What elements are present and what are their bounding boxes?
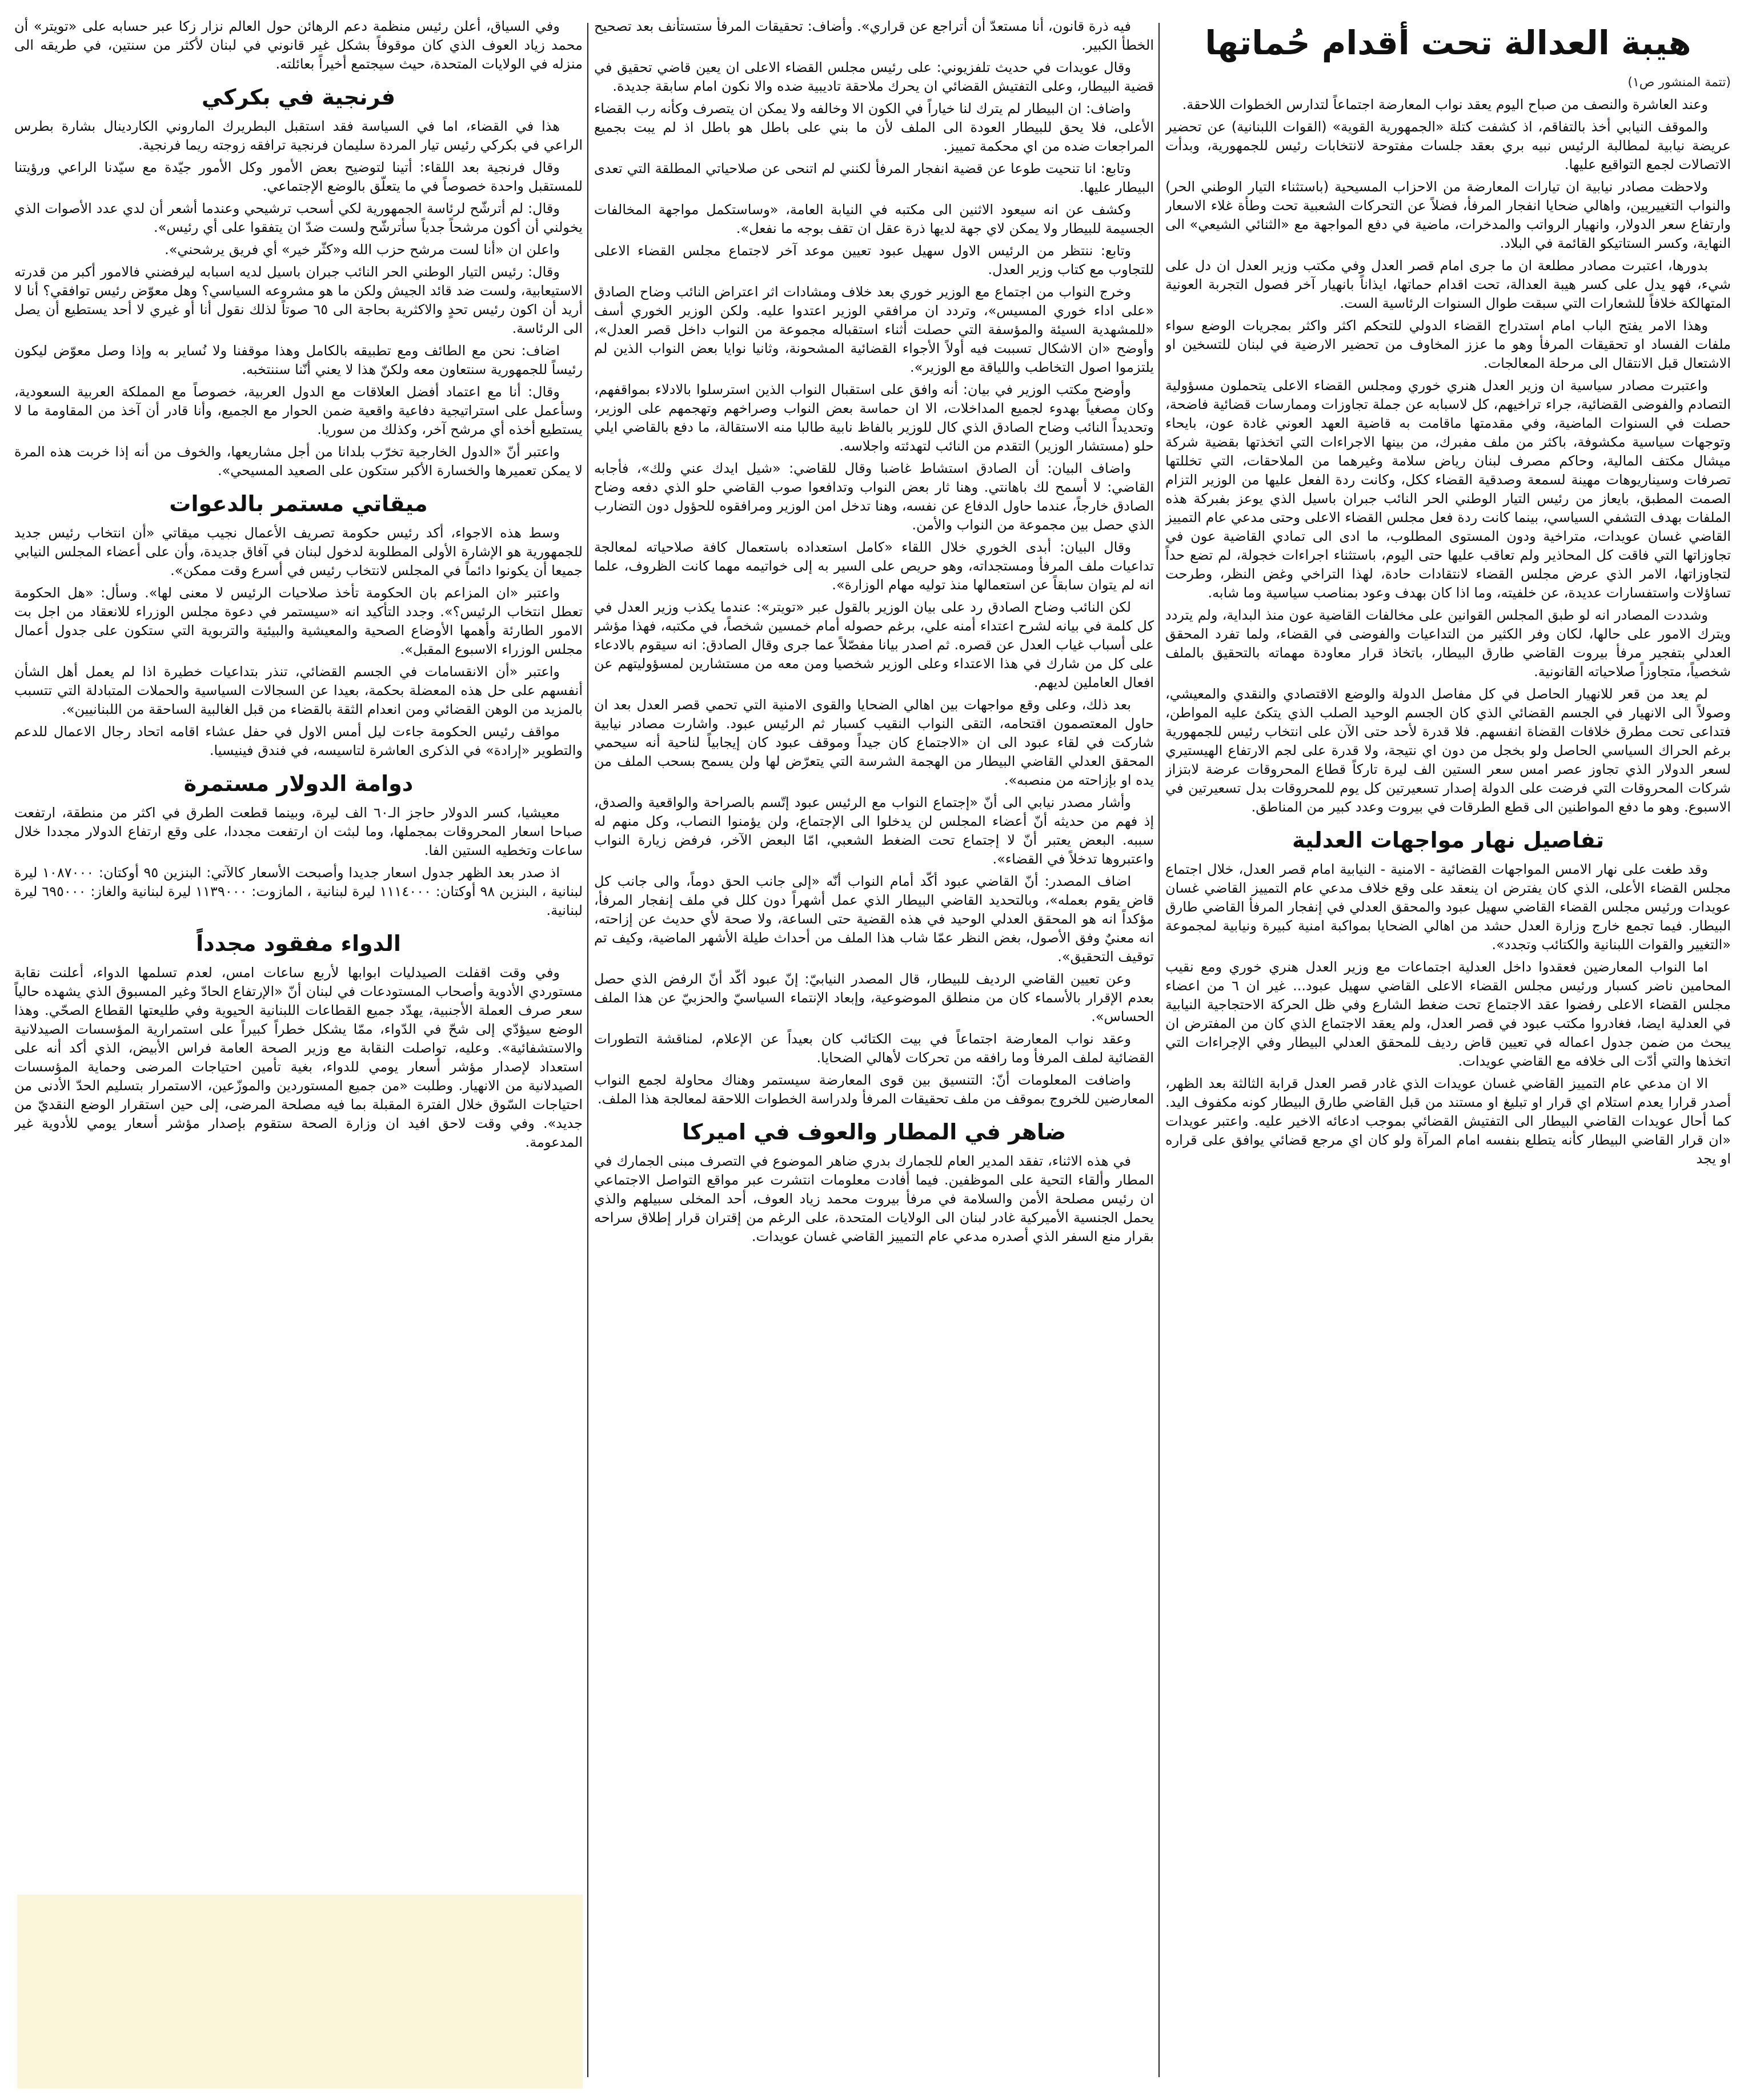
paragraph: واعتبر «أن الانقسامات في الجسم القضائي، تنذر بتداعيات خطيرة اذا لم يعمل أهل الشأن أنفسهم على حل هذه المعضلة بحكمة، بعيدا عن السجالات السياسية والحملات المتبادلة التي تتسبب بالمزيد من الوهن القضائي ومن انعدام الثقة بالقضاء من قبل الغالبية الساحقة من اللبنانيين». xyxy=(14,664,583,717)
paragraph: واضاف البيان: أن الصادق استشاط غاضبا وقال للقاضي: «شيل ايدك عني ولك»، فأجابه القاضي: لا أسمح لك باهانتي. وهنا ثار بعض النواب وتدافعوا صوب القاضي حلو الذي دفعه وضاح الصادق خارجاً، عندما حاول الدفاع عن نفسه، وهنا تدخل امن الوزير ومرافقوه للحؤول دون التضارب الذي حصل بين مجموعة من النواب والأمن. xyxy=(594,460,1154,533)
paragraph: وقال البيان: أبدى الخوري خلال اللقاء «كامل استعداده باستعمال كافة صلاحياته لمعالجة تداعيات ملف المرفأ ومستجداته، وهو حريص على السير به إلى خواتيمه مهما كانت الظروف، علما انه لم يتوان سابقاً عن استعمالها منذ توليه مهام الوزارة». xyxy=(594,539,1154,593)
paragraph: وقال: لم أترشّح لرئاسة الجمهورية لكي أسحب ترشيحي وعندما أشعر أن لدي عدد الأصوات الذي يخولني أن أكون مرشحاً جدياً سأترشّح ولست ضدّ ان يتفقوا على أي رئيس». xyxy=(14,200,583,235)
paragraph: وسط هذه الاجواء، أكد رئيس حكومة تصريف الأعمال نجيب ميقاتي «أن انتخاب رئيس جديد للجمهورية هو الإشارة الأولى المطلوبة لدخول لبنان في آفاق جديدة، وأن على أعضاء المجلس النيابي جميعا أن يكونوا دائماً في المجلس لانتخاب رئيس في أسرع وقت ممكن». xyxy=(14,525,583,579)
paragraph: اما النواب المعارضين فعقدوا داخل العدلية اجتماعات مع وزير العدل هنري خوري ومع نقيب المحامين ناضر كسبار ورئيس مجلس القضاء الاعلى القاضي سهيل عبود... غير ان ٦ من اعضاء مجلس القضاء الاعلى رفضوا عقد الاجتماع تحت ضغط الشارع وفي ظل الحركة الاحتجاجية النيابية في العدلية ايضا، فغادروا مكتب عبود في قصر العدل، ولم يعقد الاجتماع الذي كان من المفترض ان يبحث من ضمن جدول اعماله في تعيين قاض رديف للمحقق العدلي البيطار وفي الإجراءات التي اتخذها والتي أدّت الى خلافه مع القاضي عويدات. xyxy=(1165,959,1731,1069)
paragraph: وأوضح مكتب الوزير في بيان: أنه وافق على استقبال النواب الذين استرسلوا بالادلاء بمواقفهم، وكان مصغياً بهدوء لجميع المداخلات، الا ان حماسة بعض النواب وصراخهم وتهجمهم على الوزير، وتحديداً النائب وضاح الصادق الذي كال للوزير بالفاظ نابية طالبا منه الاستقالة، ما دفع بالقاضي ايلي حلو (مستشار الوزير) التقدم من النائب لتهدئته واجلاسه. xyxy=(594,382,1154,454)
paragraph: وفي وقت اقفلت الصيدليات ابوابها لأربع ساعات امس، لعدم تسلمها الدواء، أعلنت نقابة مستوردي الأدوية وأصحاب المستودعات في لبنان أنّ «الإرتفاع الحادّ وغير المسبوق الذي يشهده حالياً سعر صرف العملة الأجنبية، يهدّد جميع القطاعات اللبنانية الحيوية وفي طليعتها القطاع الصحّي. وهذا الوضع سيؤدّي إلى شحّ في الدّواء، ممّا يشكل خطراً كبيراً على استمرارية المؤسسات الصيدلانية والاستشفائية». وعليه، تواصلت النقابة مع وزير الصحة العامة فراس الأبيض، الذي أكد أنه على استعداد لإصدار مؤشر أسعار يومي للدواء، بغية تأمين احتياجات المرضى وحماية المؤسسات الصيدلانية من الانهيار. وطلبت «من جميع المستوردين والموزّعين، الاستمرار بتسليم الحدّ الأدنى من احتياجات السّوق خلال الفترة المقبلة بما فيه مصلحة المرضى، إلى حين استقرار الوضع النقديّ من جديد». وفي وقت لاحق افيد ان وزارة الصحة ستقوم بإصدار مؤشر أسعار يومي للأدوية غير المدعومة. xyxy=(14,965,583,1150)
paragraph: وعند العاشرة والنصف من صباح اليوم يعقد نواب المعارضة اجتماعاً لتدارس الخطوات اللاحقة. xyxy=(1182,97,1708,113)
column-divider xyxy=(587,23,588,2077)
paragraph: بعد ذلك، وعلى وقع مواجهات بين اهالي الضحايا والقوى الامنية التي تحمي قصر العدل بعد ان حاول المعتصمون اقتحامه، التقى النواب النقيب كسبار ثم الرئيس عبود. واشارت مصادر نيابية شاركت في لقاء عبود الى ان «الاجتماع كان جيداً وموقف عبود كان إيجابياً لناحية أنه سيحمي المحقق العدلي القاضي البيطار من الهجمة الشرسة التي يتعرّض لها ولن يسمح بسحب الملف من يده او بإزاحته من منصبه». xyxy=(594,697,1154,788)
paragraph: هذا في القضاء، اما في السياسة فقد استقبل البطريرك الماروني الكاردينال بشارة بطرس الراعي في بكركي رئيس تيار المردة سليمان فرنجية ترافقه زوجته ريما فرنجية. xyxy=(14,118,583,153)
section-heading: تفاصيل نهار مواجهات العدلية xyxy=(1292,828,1605,853)
paragraph: اضاف المصدر: أنّ القاضي عبود أكّد أمام النواب أنّه «إلى جانب الحق دوماً، والى جانب كل قاض يقوم بعمله»، وبالتحديد القاضي البيطار الذي عمل أشهراً دون كلل في ملف إنفجار المرفأ، مؤكداً انه هو المحقق العدلي الوحيد في هذه القضية حتى الساعة، ولا صحة لأي حديث عن إزاحته، انه معنيٌ وفق الأصول، بغض النظر عمّا شاب هذا الملف من أحداث طيلة الأشهر الماضية، وكيف تم توقيف التحقيق». xyxy=(594,873,1154,965)
paragraph: وكشف عن انه سيعود الاثنين الى مكتبه في النيابة العامة، «وساستكمل مواجهة المخالفات الجسيمة للبيطار ولا يمكن لاي جهة لديها ذرة عقل ان تقف بوجه ما نفعل». xyxy=(594,202,1154,236)
section-heading: فرنجية في بكركي xyxy=(201,85,396,110)
paragraph: وقال فرنجية بعد اللقاء: أتينا لتوضيح بعض الأمور وكل الأمور جيّدة مع سيّدنا الراعي ورؤيتنا للمستقبل واحدة خصوصاً في ما يتعلّق بالوضع الإجتماعي. xyxy=(14,159,583,194)
column-right-body xyxy=(1165,95,1731,1169)
paragraph: وتابع: ننتظر من الرئيس الاول سهيل عبود تعيين موعد آخر لاجتماع مجلس القضاء الاعلى للتجاوب مع كتاب وزير العدل. xyxy=(594,243,1154,278)
column-middle-body xyxy=(594,17,1154,1246)
paragraph: اضاف: نحن مع الطائف ومع تطبيقه بالكامل وهذا موقفنا ولا نُساير به وإذا وصل معوّض ليكون رئيساً للجمهورية سنتعاون معه ولكنّ هذا لا يعني أنّنا سننتخبه. xyxy=(14,343,583,378)
paragraph: واعتبرت مصادر سياسية ان وزير العدل هنري خوري ومجلس القضاء الاعلى يتحملون مسؤولية التصادم والفوضى القضائية، جراء تراخيهم، كل لاسبابه عن جملة تجاوزات وممارسات قضائية فاضحة، حصلت في السنوات الماضية، وفي مقدمتها ماقامت به قاضية العهد العوني غادة عون، بايحاء وتوجهات سياسية مكشوفة، باكثر من ملف مفبرك، من بينها الاجراءات التي اتخذتها بقضية شركة ميشال مكتف المالية، وحاكم مصرف لبنان رياض سلامة وغيرهما من الملاحقات، التي تخللتها تصرفات وسيناريوهات مهينة لسمعة وصدقية القضاء ككل، وكانت ردة الفعل عليها من الوزير التزام الصمت المطبق، بايعاز من رئيس التيار الوطني الحر النائب جبران باسيل الذي يوعز بفبركة هذه الملفات بهدف التشفي السياسي، بينما كانت ردة فعل مجلس القضاء الاعلى وحتى مدعي عام التمييز القاضي غسان عويدات، متراخية ودون المستوى المطلوب، ما ادى الى تمادي القاضية عون في تجاوزاتها التي فاقت كل المحاذير ولم تعاقب عليها حتى اليوم، باستثناء اجراءات خجولة، لم تضع حداً لتجاوزاتها، الامر الذي عرض مجلس القضاء لانتقادات حادة، لهذا التراخي وغض النظر، وطرحت تساؤلات واستفسارات عديدة، عن خلفيته، وما اذا كان بهدف وعود بمناصب سياسية وما شابه. xyxy=(1165,378,1731,601)
paragraph: وعن تعيين القاضي الرديف للبيطار، قال المصدر النيابيّ: إنّ عبود أكّد أنّ الرفض الذي حصل بعدم الإقرار بالأسماء كان من منطلق الموضوعية، وإبعاد الإنتماء السياسيّ والحزبيّ عن هذا الملف الحساس». xyxy=(594,971,1154,1025)
paragraph: وأشار مصدر نيابي الى أنّ «إجتماع النواب مع الرئيس عبود إتّسم بالصراحة والواقعية والصدق، إذ فهم من حديثه أنّ أعضاء المجلس لن يدخلوا الى الإجتماع، ولن يؤمنوا النصاب، وكل منهم له سببه. البعض يعتبر أنّ لا إجتماع تحت الضغط الشعبي، امّا البعض الآخر، فرفض زيارة النواب واعتبروها تدخلاً في القضاء». xyxy=(594,794,1154,867)
column-left-body xyxy=(14,17,583,1152)
paragraph: واضافت المعلومات أنّ: التنسيق بين قوى المعارضة سيستمر وهناك محاولة لجمع النواب المعارضين للخروج بموقف من ملف تحقيقات المرفأ ولدراسة الخطوات اللاحقة لمعالجة هذا الملف. xyxy=(594,1072,1154,1107)
paragraph: وهذا الامر يفتح الباب امام استدراج القضاء الدولي للتحكم اكثر واكثر بمجريات الوضع سواء ملفات الفساد او تحقيقات المرفأ وهو ما عزز المخاوف من تحضير الارضية في لبنان للتسخين او الاشتعال قبل الانتقال الى مرحلة المعالجات. xyxy=(1165,318,1731,371)
paragraph: وخرج النواب من اجتماع مع الوزير خوري بعد خلاف ومشادات اثر اعتراض النائب وضاح الصادق «على اداء خوري المسيس»، وتردد ان مرافقي الوزير اعتدوا عليه. ولكن الوزير الخوري أسف «للمشهدية السيئة والمؤسفة التي حصلت أثناء استقباله مجموعة من النواب داخل قصر العدل»، وأوضح «ان الاشكال تسببت فيه أولاً الأجواء القضائية المشحونة، وثانيا نوايا بعض النواب الذين لم يلتزموا اصول التخاطب واللياقة مع الوزير». xyxy=(594,284,1154,375)
paragraph: وشددت المصادر انه لو طبق المجلس القوانين على مخالفات القاضية عون منذ البداية، ولم يتردد ويترك الامور على حالها، لكان وفر الكثير من التداعيات والفوضى في القضاء، ولما تفرد المحقق العدلي بتفجير مرفأ بيروت القاضي طارق البيطار، باتخاذ قرار معاودة مهماته بالتحقيق بالملف شخصياً، متجاوزاً صلاحياته القانونية. xyxy=(1165,607,1731,680)
section-heading: ضاهر في المطار والعوف في اميركا xyxy=(681,1119,1067,1145)
paragraph: بدورها، اعتبرت مصادر مطلعة ان ما جرى امام قصر العدل وفي مكتب وزير العدل ان دل على شيء، فهو يدل على كسر هيبة العدالة، تحت اقدام حماتها، ايذاناً بانهيار آخر فصول التجربة العونية المتهالكة خلافاً للشعارات التي سبقت طوال السنوات الرئاسية الست. xyxy=(1165,258,1731,311)
paragraph: فيه ذرة قانون، أنا مستعدّ أن أتراجع عن قراري». وأضاف: تحقيقات المرفأ ستستأنف بعد تصحيح الخطأ الكبير. xyxy=(594,18,1154,53)
paragraph: وتابع: انا تنحيت طوعا عن قضية انفجار المرفأ لكنني لم اتنحى عن صلاحياتي المطلقة التي تعدى البيطار عليها. xyxy=(594,160,1154,195)
paragraph: وقد طغت على نهار الامس المواجهات القضائية - الامنية - النيابية امام قصر العدل، خلال اجتماع مجلس القضاء الأعلى، الذي كان يفترض ان ينعقد على وقع خلاف مدعي عام التمييز القاضي غسان عويدات ورئيس مجلس القضاء القاضي سهيل عبود والمحقق العدلي في إنفجار المرفأ القاضي طارق البيطار. فيما تجمع خارج وزارة العدل حشد من اهالي الضحايا بمواكبة امنية كبيرة ونيابية لمجموعة «التغيير والقوات اللبنانية والكتائب وتجدد». xyxy=(1165,861,1731,953)
paragraph: وفي السياق، أعلن رئيس منظمة دعم الرهائن حول العالم نزار زكا عبر حسابه على «تويتر» أن محمد زياد العوف الذي كان موقوفاً بشكل غير قانوني في لبنان لأكثر من سنتين، في طريقه الى منزله في الولايات المتحدة، حيث سيجتمع أخيراً بعائلته. xyxy=(14,18,583,72)
paragraph: الا ان مدعي عام التمييز القاضي غسان عويدات الذي غادر قصر العدل قرابة الثالثة بعد الظهر، أصدر قرارا يعدم استلام اي قرار او تبليغ او مستند من قبل القاضي طارق البيطار كونه مكفوف اليد. كما أحال عويدات القاضي البيطار الى التفتيش القضائي بموجب ادعائه الاخير عليه. واعتبر عويدات «ان قرار القاضي البيطار كأنه يتطلع بنفسه امام المرآة ولو كان اي مرجع قضائي يوافق على قراره او يجد xyxy=(1165,1075,1731,1167)
section-heading: الدواء مفقود مجدداً xyxy=(196,931,401,956)
column-divider xyxy=(1158,23,1160,2077)
paragraph: في هذه الاثناء، تفقد المدير العام للجمارك بدري ضاهر الموضوع في التصرف مبنى الجمارك في المطار وألقاء التحية على الموظفين. فيما أفادت معلومات انتشرت عبر مواقع التواصل الاجتماعي ان رئيس مصلحة الأمن والسلامة في مرفأ بيروت محمد زياد العوف، أحد المخلى سبيلهم والذي يحمل الجنسية الأميركية غادر لبنان الى الولايات المتحدة، على الرغم من إقتران قرار إطلاق سراحه بقرار منع السفر الذي أصدره مدعي عام التمييز القاضي غسان عويدات. xyxy=(594,1153,1154,1244)
continued-note: (تتمة المنشور ص١) xyxy=(1627,75,1731,90)
section-heading: ميقاتي مستمر بالدعوات xyxy=(169,491,428,516)
column-right xyxy=(1165,17,1731,2090)
paragraph: ولاحظت مصادر نيابية ان تيارات المعارضة من الاحزاب المسيحية (باستثناء التيار الوطني الحر) والنواب التغييريين، واهالي ضحايا انفجار المرفأ، فضلاً عن التحركات الشعبية تحت وطأة غلاء الاسعار وارتفاع سعر الدولار، وانهيار الرواتب والمدخرات، ماضية في دفع المواجهة مع «الثنائي الشيعي» الى النهاية، وكسر الستاتيكو القائمة في البلاد. xyxy=(1165,179,1731,251)
paragraph: واعلن ان «أنا لست مرشح حزب الله و«كثّر خير» أي فريق يرشحني». xyxy=(165,242,560,258)
paragraph: لم يعد من قعر للانهيار الحاصل في كل مفاصل الدولة والوضع الاقتصادي والنقدي والمعيشي، وصولاً الى الانهيار في الجسم القضائي الذي كان الجسم الوحيد الصلب الذي يتكئ عليه المواطن، فتداعى تحت مطرق خلافات القضاة انفسهم. فلا قدرة لأحد حتى الآن على انتخاب رئيس للجمهورية برغم الحراك السياسي الحاصل ولو بخجل من دون اي نتيجة، ولا قدرة على لجم الارتفاع الهيستيري لسعر الدولار الذي تجاوز عصر امس سعر الستين الف ليرة تاركاً قطاع المحروقات عرضة لابتزاز شركات المحروقات التي فرضت على الدولة إصدار تسعيرتين كل يوم للمحروقات بدل تسعيرتين في الاسبوع. وهو ما دفع المواطنين الى قطع الطرقات في بيروت وعدد كبير من المناطق. xyxy=(1165,686,1731,815)
paragraph: واعتبر أنّ «الدول الخارجية تخرّب بلدانا من أجل مشاريعها، والخوف من أنه إذا خربت هذه المرة لا يمكن تعميرها والخسارة الأكبر ستكون على الصعيد المسيحي». xyxy=(14,444,583,479)
column-left xyxy=(14,17,583,2090)
paragraph: لكن النائب وضاح الصادق رد على بيان الوزير بالقول عبر «تويتر»: عندما يكذب وزير العدل في كل كلمة في بيانه لشرح اعتداء أمنه علي، برغم حصوله أمام خمسين شخصاً، في مكتبه، فهذا مؤشر على أسباب غياب العدل عن قصره. ثم اصدر بيانا مفصّلاً عما جرى وقال الصادق: انه سيقوم بالادعاء على كل من شارك في هذا الاعتداء وعلى الوزير شخصيا ومن معه من مستشارين لمسؤوليتهم عن افعال العاملين لديهم. xyxy=(594,599,1154,690)
paragraph: واضاف: ان البيطار لم يترك لنا خياراً في الكون الا وخالفه ولا يمكن ان يتصرف وكأنه رب القضاء الأعلى، فلا يحق للبيطار العودة الى الملف لأن ما بني على باطل هو باطل اذ لم يبت بجميع المراجعات ضده من اي محكمة تمييز. xyxy=(594,101,1154,154)
paragraph: والموقف النيابي أخذ بالتفاقم، اذ كشفت كتلة «الجمهورية القوية» (القوات اللبنانية) عن تحضير عريضة نيابية لمطالبة الرئيس نبيه بري بعقد جلسات مفتوحة لانتخابات رئيس للجمهورية، وبدأت الاتصالات لجمع التواقيع عليها. xyxy=(1165,119,1731,172)
section-heading: دوامة الدولار مستمرة xyxy=(183,771,414,796)
paragraph: اذ صدر بعد الظهر جدول اسعار جديدا وأصبحت الأسعار كالآتي: البنزين ٩٥ أوكتان: ١٠٨٧٠٠٠ ليرة لبنانية ، البنزين ٩٨ أوكتان: ١١١٤٠٠٠ ليرة لبنانية ، المازوت: ١١٣٩٠٠٠ ليرة لبنانية والغاز: ٦٩٥٠٠٠ ليرة لبنانية. xyxy=(14,865,583,918)
paragraph: وقال: رئيس التيار الوطني الحر النائب جبران باسيل لديه اسبابه ليرفضني فالامور أكبر من قدرته الاستيعابية، ولست ضد قائد الجيش ولكن ما هو مشروعه السياسي؟ وهل معوّض رئيس توافقي؟ أنا لا أريد أن اكون رئيس تحدٍ والاكثرية بحاجة الى ٦٥ صوتاً لذلك نقول أنا أو غيري لا أحد يستطيع أن يصل الى الرئاسة. xyxy=(14,264,583,336)
paragraph: معيشيا، كسر الدولار حاجز الـ٦٠ الف ليرة، وبينما قطعت الطرق في اكثر من منطقة، ارتفعت صباحا اسعار المحروقات بمجملها، وما لبثت ان ارتفعت مجددا، على وقع ارتفاع الدولار مجددا خلال ساعات وتخطيه الستين الفا. xyxy=(14,805,583,858)
paragraph: مواقف رئيس الحكومة جاءت ليل أمس الاول في حفل عشاء اقامه اتحاد رجال الاعمال للدعم والتطوير «إرادة» في الذكرى العاشرة لتاسيسه، في فندق فينيسيا. xyxy=(14,724,583,758)
paragraph: واعتبر «ان المزاعم بان الحكومة تأخذ صلاحيات الرئيس لا معنى لها». وسأل: «هل الحكومة تعطل انتخاب الرئيس؟». وجدد التأكيد انه «سيستمر في دعوة مجلس الوزراء للانعقاد من اجل بت الامور الطارئة وأهمها الأوضاع الصحية والمعيشية والبيئية والتربوية التي ستكون على جدول أعمال مجلس الوزراء الاسبوع المقبل». xyxy=(14,585,583,657)
paragraph: وعقد نواب المعارضة اجتماعاً في بيت الكتائب كان بعيداً عن الإعلام، لمناقشة التطورات القضائية لملف المرفأ وما رافقه من تحركات لأهالي الضحايا. xyxy=(594,1031,1154,1066)
column-middle xyxy=(594,17,1154,2090)
paragraph: وقال عويدات في حديث تلفزيوني: على رئيس مجلس القضاء الاعلى ان يعين قاضي تحقيق في قضية البيطار، وعلى التفتيش القضائي ان يحرك ملاحقة تاديبية ضده والا نكون امام سابقة جديدة. xyxy=(594,59,1154,94)
article-title: هيبة العدالة تحت أقدام حُماتها xyxy=(1205,23,1691,62)
paragraph: وقال: أنا مع اعتماد أفضل العلاقات مع الدول العربية، خصوصاً مع المملكة العربية السعودية، وسأعمل على استراتيجية دفاعية واقعية ضمن الحوار مع الجميع، وأنا قادر أن آخذ من المقاومة ما لا يستطيع أخذه أي مرشح آخر، وكذلك من سوريا. xyxy=(14,384,583,437)
